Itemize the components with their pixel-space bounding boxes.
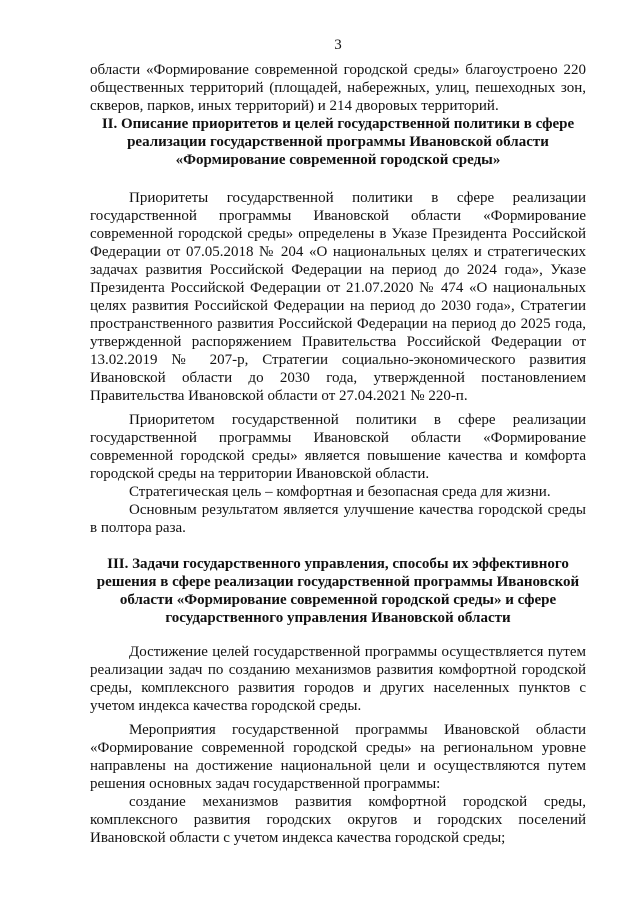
mechanisms-paragraph: создание механизмов развития комфортной городской среды, комплексного развития городских округов и городских поселений Ивановской области с учетом индекса качества городской среды; xyxy=(90,794,586,846)
section-heading-3: III. Задачи государственного управления, способы их эффективного решения в сфере реализации государственной программы Ивановской области «Формирование современной городской среды» и сфере государственного управления Ивановской области xyxy=(96,556,580,626)
section-heading-2: II. Описание приоритетов и целей государственной политики в сфере реализации государственной программы Ивановской области «Формирование современной городской среды» xyxy=(101,116,575,168)
priorities-paragraph: Приоритеты государственной политики в сфере реализации государственной программы Ивановской области «Формирование современной городской среды» определены в Указе Президента Российской Федерации от 07.05.2018 № 204 «О национальных целях и стратегических задачах развития Российской Федерации на период до 2024 года», Указе Президента Российской Федерации от 21.07.2020 № 474 «О национальных целях развития Российской Федерации на период до 2030 года», Стратегии пространственного развития Российской Федерации на период до 2025 года, утвержденной распоряжением Правительства Российской Федерации от 13.02.2019 № 207-р, Стратегии социально-экономического развития Ивановской области до 2030 года, утвержденной постановлением Правительства Ивановской области от 27.04.2021 № 220-п. xyxy=(90,190,586,404)
strategic-goal-paragraph: Стратегическая цель – комфортная и безопасная среда для жизни. xyxy=(129,484,551,500)
intro-paragraph: области «Формирование современной городской среды» благоустроено 220 общественных территорий (площадей, набережных, улиц, пешеходных зон, скверов, парков, иных территорий) и 214 дворовых территорий. xyxy=(90,62,586,114)
goals-achievement-paragraph: Достижение целей государственной программы осуществляется путем реализации задач по созданию механизмов развития комфортной городской среды, комплексного развития городов и других населенных пунктов с учетом индекса качества городской среды. xyxy=(90,644,586,714)
main-result-paragraph: Основным результатом является улучшение качества городской среды в полтора раза. xyxy=(90,502,586,536)
priority-paragraph: Приоритетом государственной политики в сфере реализации государственной программы Ивановской области «Формирование современной городской среды» является повышение качества и комфорта городской среды на территории Ивановской области. xyxy=(90,412,586,482)
page-number: 3 xyxy=(334,37,342,53)
measures-paragraph: Мероприятия государственной программы Ивановской области «Формирование современной городской среды» на региональном уровне направлены на достижение национальной цели и осуществляются путем решения основных задач государственной программы: xyxy=(90,722,586,792)
document-page xyxy=(90,36,586,847)
